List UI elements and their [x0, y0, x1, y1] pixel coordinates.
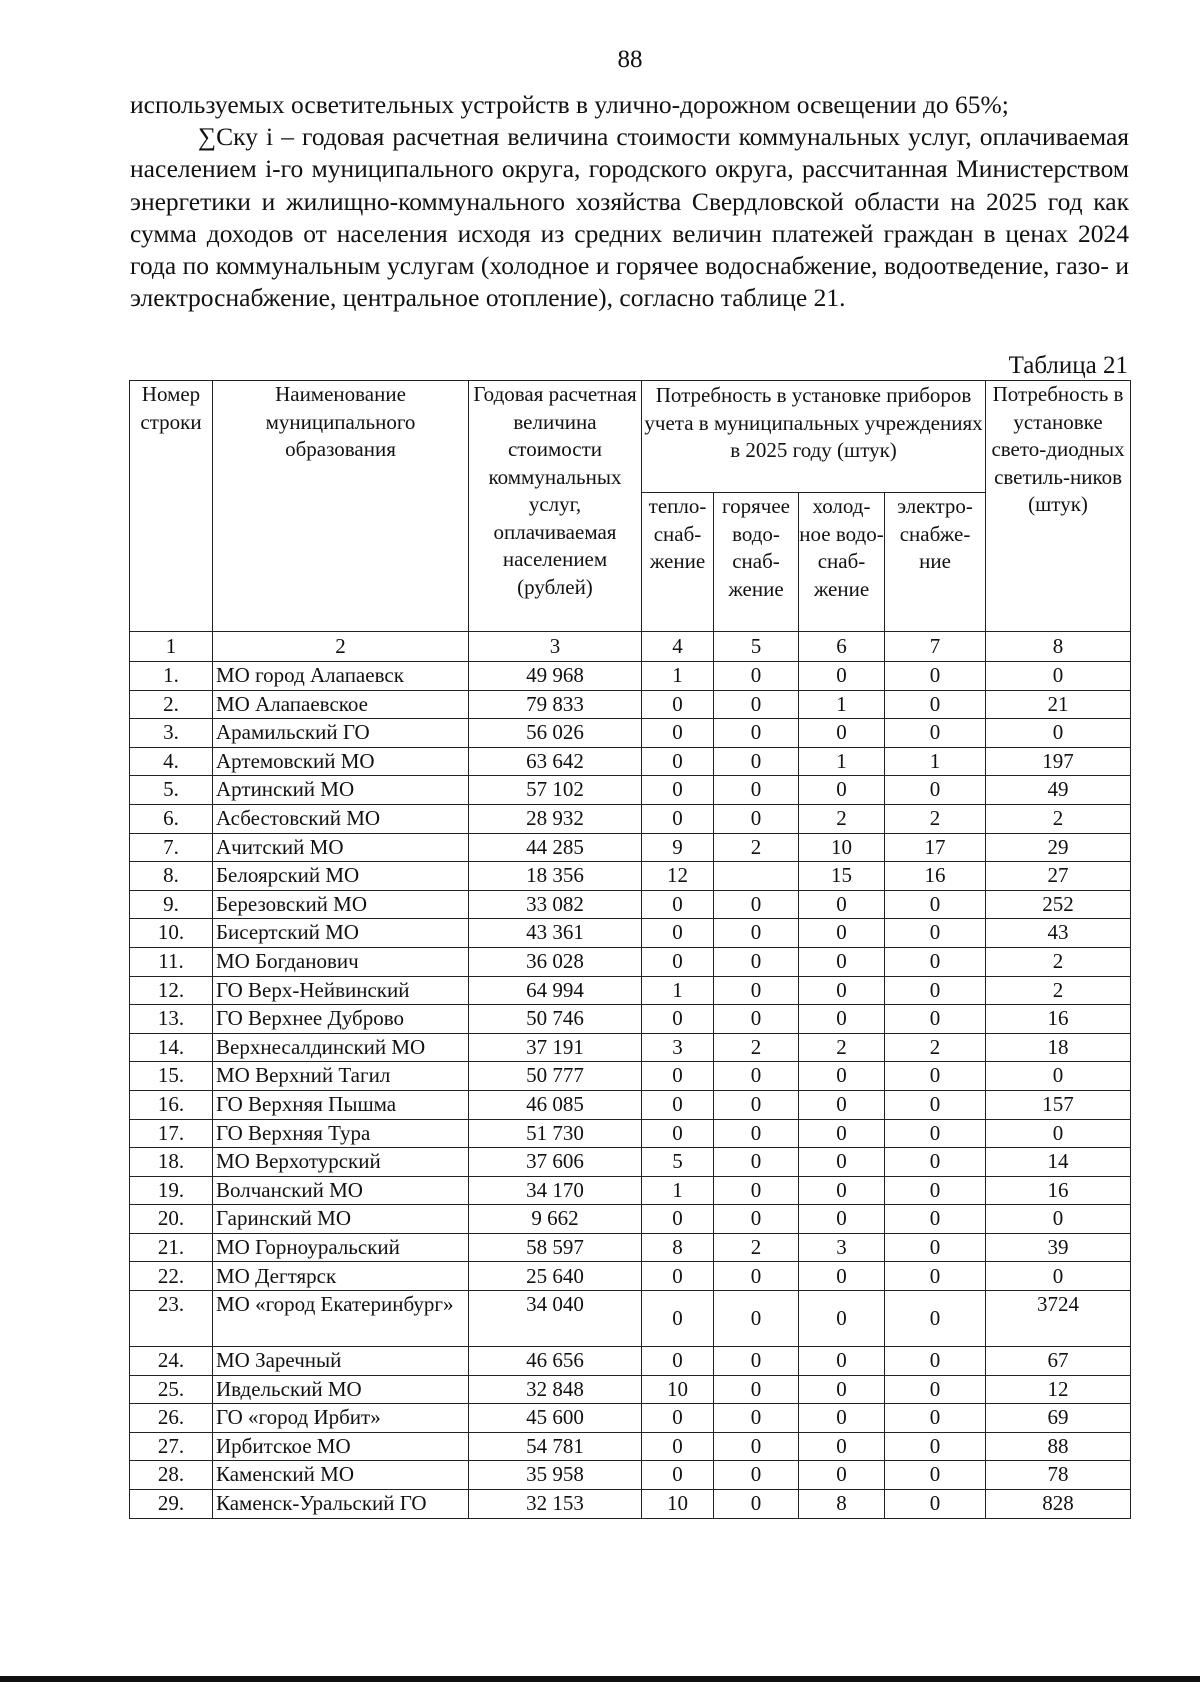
row-number-cell: 23.	[130, 1291, 213, 1347]
electricity-cell: 17	[885, 833, 986, 862]
municipality-name-cell: МО Богданович	[213, 947, 469, 976]
heat-supply-cell: 0	[642, 1461, 714, 1490]
row-number-cell: 11.	[130, 947, 213, 976]
electricity-cell: 0	[885, 690, 986, 719]
row-number-cell: 10.	[130, 919, 213, 948]
annual-cost-cell: 50 746	[469, 1005, 642, 1034]
table-row	[130, 1148, 1131, 1177]
heat-supply-cell: 0	[642, 719, 714, 748]
data-table	[129, 380, 1131, 1519]
led-lights-cell: 16	[986, 1005, 1131, 1034]
row-number-cell: 27.	[130, 1432, 213, 1461]
heat-supply-cell: 0	[642, 1119, 714, 1148]
electricity-cell: 0	[885, 1432, 986, 1461]
annual-cost-cell: 54 781	[469, 1432, 642, 1461]
row-number-cell: 18.	[130, 1148, 213, 1177]
led-lights-cell: 828	[986, 1490, 1131, 1519]
annual-cost-cell: 44 285	[469, 833, 642, 862]
table-row	[130, 747, 1131, 776]
cold-water-cell: 2	[799, 804, 885, 833]
annual-cost-cell: 56 026	[469, 719, 642, 748]
heat-supply-cell: 10	[642, 1490, 714, 1519]
hot-water-cell: 0	[714, 1461, 799, 1490]
hot-water-cell: 2	[714, 1033, 799, 1062]
heat-supply-cell: 10	[642, 1375, 714, 1404]
hot-water-cell: 0	[714, 747, 799, 776]
page-number: 88	[617, 46, 643, 73]
annual-cost-cell: 34 170	[469, 1176, 642, 1205]
row-number-cell: 5.	[130, 776, 213, 805]
annual-cost-cell: 32 153	[469, 1490, 642, 1519]
paragraph-continuation: используемых осветительных устройств в улично-дорожном освещении до 65%;	[130, 90, 1009, 119]
cold-water-cell: 0	[799, 776, 885, 805]
table-row	[130, 1033, 1131, 1062]
municipality-name-cell: Каменский МО	[213, 1461, 469, 1490]
hot-water-cell: 0	[714, 976, 799, 1005]
heat-supply-cell: 0	[642, 690, 714, 719]
row-number-cell: 3.	[130, 719, 213, 748]
annual-cost-cell: 28 932	[469, 804, 642, 833]
electricity-cell: 2	[885, 1033, 986, 1062]
table-row	[130, 690, 1131, 719]
table-row	[130, 862, 1131, 891]
municipality-name-cell: МО Горноуральский	[213, 1233, 469, 1262]
electricity-cell: 0	[885, 1062, 986, 1091]
heat-supply-cell: 1	[642, 976, 714, 1005]
table-row	[130, 1375, 1131, 1404]
hot-water-cell: 0	[714, 1347, 799, 1376]
led-lights-cell: 0	[986, 1062, 1131, 1091]
header-row-number: Номер строки	[130, 381, 213, 632]
cold-water-cell: 0	[799, 1062, 885, 1091]
table-row	[130, 1404, 1131, 1433]
municipality-name-cell: МО город Алапаевск	[213, 662, 469, 691]
column-number: 5	[714, 632, 799, 662]
annual-cost-cell: 43 361	[469, 919, 642, 948]
hot-water-cell: 2	[714, 1233, 799, 1262]
municipality-name-cell: ГО «город Ирбит»	[213, 1404, 469, 1433]
electricity-cell: 0	[885, 1205, 986, 1234]
cold-water-cell: 1	[799, 747, 885, 776]
municipality-name-cell: МО Верхотурский	[213, 1148, 469, 1177]
municipality-name-cell: МО Дегтярск	[213, 1262, 469, 1291]
municipality-name-cell: Волчанский МО	[213, 1176, 469, 1205]
table-row	[130, 1490, 1131, 1519]
led-lights-cell: 0	[986, 1205, 1131, 1234]
led-lights-cell: 49	[986, 776, 1131, 805]
hot-water-cell: 0	[714, 1005, 799, 1034]
header-cold-water: холод-ное водо-снаб-жение	[799, 493, 885, 632]
electricity-cell: 0	[885, 1490, 986, 1519]
led-lights-cell: 43	[986, 919, 1131, 948]
table-row	[130, 1461, 1131, 1490]
electricity-cell: 0	[885, 1347, 986, 1376]
cold-water-cell: 0	[799, 1005, 885, 1034]
table-body	[130, 632, 1131, 1519]
header-municipality-name: Наименование муниципального образования	[213, 381, 469, 632]
header-led-lights: Потребность в установке свето-диодных светиль-ников (штук)	[986, 381, 1131, 632]
led-lights-cell: 2	[986, 947, 1131, 976]
electricity-cell: 2	[885, 804, 986, 833]
municipality-name-cell: ГО Верх-Нейвинский	[213, 976, 469, 1005]
header-meters-group: Потребность в установке приборов учета в муниципальных учреждениях в 2025 году (штук)	[642, 381, 986, 493]
hot-water-cell: 0	[714, 947, 799, 976]
hot-water-cell: 2	[714, 833, 799, 862]
electricity-cell: 0	[885, 776, 986, 805]
led-lights-cell: 67	[986, 1347, 1131, 1376]
row-number-cell: 28.	[130, 1461, 213, 1490]
heat-supply-cell: 5	[642, 1148, 714, 1177]
table-row	[130, 976, 1131, 1005]
municipality-name-cell: Артинский МО	[213, 776, 469, 805]
municipality-name-cell: Каменск-Уральский ГО	[213, 1490, 469, 1519]
annual-cost-cell: 63 642	[469, 747, 642, 776]
led-lights-cell: 197	[986, 747, 1131, 776]
row-number-cell: 14.	[130, 1033, 213, 1062]
electricity-cell: 0	[885, 947, 986, 976]
cold-water-cell: 0	[799, 947, 885, 976]
electricity-cell: 0	[885, 1233, 986, 1262]
municipality-name-cell: Гаринский МО	[213, 1205, 469, 1234]
cold-water-cell: 0	[799, 1404, 885, 1433]
led-lights-cell: 0	[986, 662, 1131, 691]
led-lights-cell: 39	[986, 1233, 1131, 1262]
row-number-cell: 22.	[130, 1262, 213, 1291]
cold-water-cell: 0	[799, 919, 885, 948]
row-number-cell: 2.	[130, 690, 213, 719]
row-number-cell: 9.	[130, 890, 213, 919]
led-lights-cell: 88	[986, 1432, 1131, 1461]
cold-water-cell: 8	[799, 1490, 885, 1519]
electricity-cell: 0	[885, 1090, 986, 1119]
hot-water-cell: 0	[714, 776, 799, 805]
table-row	[130, 919, 1131, 948]
electricity-cell: 1	[885, 747, 986, 776]
hot-water-cell: 0	[714, 662, 799, 691]
table-row	[130, 1291, 1131, 1347]
table-row	[130, 1205, 1131, 1234]
hot-water-cell: 0	[714, 690, 799, 719]
row-number-cell: 7.	[130, 833, 213, 862]
table-row	[130, 804, 1131, 833]
municipality-name-cell: МО «город Екатеринбург»	[213, 1291, 469, 1347]
led-lights-cell: 27	[986, 862, 1131, 891]
electricity-cell: 0	[885, 1375, 986, 1404]
cold-water-cell: 0	[799, 1148, 885, 1177]
column-number: 2	[213, 632, 469, 662]
hot-water-cell: 0	[714, 804, 799, 833]
header-annual-cost: Годовая расчетная величина стоимости коммунальных услуг, оплачиваемая населением (рублей)	[469, 381, 642, 632]
heat-supply-cell: 0	[642, 1205, 714, 1234]
led-lights-cell: 2	[986, 976, 1131, 1005]
municipality-name-cell: МО Алапаевское	[213, 690, 469, 719]
hot-water-cell: 0	[714, 1490, 799, 1519]
row-number-cell: 17.	[130, 1119, 213, 1148]
annual-cost-cell: 64 994	[469, 976, 642, 1005]
electricity-cell: 0	[885, 1404, 986, 1433]
cold-water-cell: 15	[799, 862, 885, 891]
heat-supply-cell: 8	[642, 1233, 714, 1262]
table-header	[130, 381, 1131, 632]
annual-cost-cell: 37 606	[469, 1148, 642, 1177]
hot-water-cell: 0	[714, 719, 799, 748]
table-row	[130, 776, 1131, 805]
table-row	[130, 1432, 1131, 1461]
cold-water-cell: 0	[799, 719, 885, 748]
annual-cost-cell: 58 597	[469, 1233, 642, 1262]
column-number: 7	[885, 632, 986, 662]
electricity-cell: 0	[885, 919, 986, 948]
cold-water-cell: 0	[799, 1375, 885, 1404]
cold-water-cell: 0	[799, 1090, 885, 1119]
hot-water-cell: 0	[714, 919, 799, 948]
heat-supply-cell: 0	[642, 1005, 714, 1034]
led-lights-cell: 14	[986, 1148, 1131, 1177]
municipality-name-cell: Ирбитское МО	[213, 1432, 469, 1461]
municipality-name-cell: ГО Верхняя Тура	[213, 1119, 469, 1148]
cold-water-cell: 2	[799, 1033, 885, 1062]
paragraph-definition: ∑Cку i – годовая расчетная величина стоимости коммунальных услуг, оплачиваемая населением i-го муниципального округа, городского округа, рассчитанная Министерством энергетики и жилищно-коммунального хозяйства Свердловской области на 2025 год как сумма доходов от населения исходя из средних величин платежей граждан в ценах 2024 года по коммунальным услугам (холодное и горячее водоснабжение, водоотведение, газо- и электроснабжение, центральное отопление), согласно таблице 21.	[130, 122, 1129, 313]
annual-cost-cell: 45 600	[469, 1404, 642, 1433]
hot-water-cell: 0	[714, 1262, 799, 1291]
electricity-cell: 0	[885, 1148, 986, 1177]
municipality-name-cell: МО Верхний Тагил	[213, 1062, 469, 1091]
led-lights-cell: 21	[986, 690, 1131, 719]
column-number: 4	[642, 632, 714, 662]
cold-water-cell: 0	[799, 662, 885, 691]
cold-water-cell: 0	[799, 1119, 885, 1148]
led-lights-cell: 12	[986, 1375, 1131, 1404]
annual-cost-cell: 51 730	[469, 1119, 642, 1148]
table-row	[130, 1005, 1131, 1034]
annual-cost-cell: 32 848	[469, 1375, 642, 1404]
heat-supply-cell: 9	[642, 833, 714, 862]
row-number-cell: 13.	[130, 1005, 213, 1034]
table-row	[130, 890, 1131, 919]
row-number-cell: 21.	[130, 1233, 213, 1262]
table-row	[130, 662, 1131, 691]
cold-water-cell: 0	[799, 1461, 885, 1490]
cold-water-cell: 1	[799, 690, 885, 719]
cold-water-cell: 0	[799, 890, 885, 919]
electricity-cell: 0	[885, 1005, 986, 1034]
table-row	[130, 719, 1131, 748]
cold-water-cell: 0	[799, 1176, 885, 1205]
page-bottom-border	[0, 1676, 1200, 1682]
row-number-cell: 12.	[130, 976, 213, 1005]
header-hot-water: горячее водо-снаб-жение	[714, 493, 799, 632]
municipality-name-cell: Бисертский МО	[213, 919, 469, 948]
row-number-cell: 6.	[130, 804, 213, 833]
electricity-cell: 0	[885, 1119, 986, 1148]
led-lights-cell: 0	[986, 1119, 1131, 1148]
electricity-cell: 0	[885, 662, 986, 691]
led-lights-cell: 69	[986, 1404, 1131, 1433]
body-text	[130, 89, 1129, 314]
electricity-cell: 0	[885, 1461, 986, 1490]
led-lights-cell: 78	[986, 1461, 1131, 1490]
electricity-cell: 0	[885, 890, 986, 919]
row-number-cell: 24.	[130, 1347, 213, 1376]
hot-water-cell: 0	[714, 1090, 799, 1119]
heat-supply-cell: 3	[642, 1033, 714, 1062]
municipality-name-cell: МО Заречный	[213, 1347, 469, 1376]
led-lights-cell: 0	[986, 719, 1131, 748]
cold-water-cell: 0	[799, 1291, 885, 1347]
led-lights-cell: 18	[986, 1033, 1131, 1062]
hot-water-cell: 0	[714, 1062, 799, 1091]
row-number-cell: 4.	[130, 747, 213, 776]
column-number: 3	[469, 632, 642, 662]
annual-cost-cell: 25 640	[469, 1262, 642, 1291]
hot-water-cell: 0	[714, 1375, 799, 1404]
annual-cost-cell: 18 356	[469, 862, 642, 891]
table-row	[130, 1090, 1131, 1119]
municipality-name-cell: Артемовский МО	[213, 747, 469, 776]
led-lights-cell: 3724	[986, 1291, 1131, 1347]
heat-supply-cell: 0	[642, 947, 714, 976]
hot-water-cell: 0	[714, 1291, 799, 1347]
heat-supply-cell: 0	[642, 1347, 714, 1376]
annual-cost-cell: 57 102	[469, 776, 642, 805]
hot-water-cell: 0	[714, 1148, 799, 1177]
row-number-cell: 29.	[130, 1490, 213, 1519]
hot-water-cell: 0	[714, 1119, 799, 1148]
heat-supply-cell: 0	[642, 919, 714, 948]
heat-supply-cell: 0	[642, 804, 714, 833]
annual-cost-cell: 46 085	[469, 1090, 642, 1119]
municipality-name-cell: Верхнесалдинский МО	[213, 1033, 469, 1062]
cold-water-cell: 0	[799, 1262, 885, 1291]
row-number-cell: 8.	[130, 862, 213, 891]
annual-cost-cell: 49 968	[469, 662, 642, 691]
row-number-cell: 15.	[130, 1062, 213, 1091]
led-lights-cell: 16	[986, 1176, 1131, 1205]
annual-cost-cell: 46 656	[469, 1347, 642, 1376]
row-number-cell: 26.	[130, 1404, 213, 1433]
led-lights-cell: 157	[986, 1090, 1131, 1119]
header-heat-supply: тепло-снаб-жение	[642, 493, 714, 632]
heat-supply-cell: 0	[642, 1090, 714, 1119]
municipality-name-cell: Ивдельский МО	[213, 1375, 469, 1404]
heat-supply-cell: 0	[642, 1262, 714, 1291]
column-number-row	[130, 632, 1131, 662]
municipality-name-cell: ГО Верхняя Пышма	[213, 1090, 469, 1119]
hot-water-cell: 0	[714, 1176, 799, 1205]
hot-water-cell: 0	[714, 1404, 799, 1433]
led-lights-cell: 29	[986, 833, 1131, 862]
heat-supply-cell: 1	[642, 662, 714, 691]
table-row	[130, 947, 1131, 976]
hot-water-cell: 0	[714, 1205, 799, 1234]
municipality-name-cell: Березовский МО	[213, 890, 469, 919]
led-lights-cell: 2	[986, 804, 1131, 833]
cold-water-cell: 0	[799, 1205, 885, 1234]
electricity-cell: 0	[885, 1176, 986, 1205]
cold-water-cell: 0	[799, 976, 885, 1005]
heat-supply-cell: 12	[642, 862, 714, 891]
cold-water-cell: 0	[799, 1432, 885, 1461]
electricity-cell: 16	[885, 862, 986, 891]
row-number-cell: 20.	[130, 1205, 213, 1234]
cold-water-cell: 10	[799, 833, 885, 862]
municipality-name-cell: Арамильский ГО	[213, 719, 469, 748]
column-number: 1	[130, 632, 213, 662]
municipality-name-cell: ГО Верхнее Дуброво	[213, 1005, 469, 1034]
heat-supply-cell: 0	[642, 1291, 714, 1347]
table-row	[130, 1062, 1131, 1091]
heat-supply-cell: 0	[642, 1062, 714, 1091]
annual-cost-cell: 35 958	[469, 1461, 642, 1490]
electricity-cell: 0	[885, 1262, 986, 1291]
electricity-cell: 0	[885, 1291, 986, 1347]
annual-cost-cell: 33 082	[469, 890, 642, 919]
hot-water-cell: 0	[714, 890, 799, 919]
annual-cost-cell: 37 191	[469, 1033, 642, 1062]
heat-supply-cell: 0	[642, 1432, 714, 1461]
heat-supply-cell: 0	[642, 776, 714, 805]
led-lights-cell: 252	[986, 890, 1131, 919]
table-row	[130, 833, 1131, 862]
row-number-cell: 16.	[130, 1090, 213, 1119]
header-electricity: электро-снабже-ние	[885, 493, 986, 632]
municipality-name-cell: Ачитский МО	[213, 833, 469, 862]
annual-cost-cell: 9 662	[469, 1205, 642, 1234]
annual-cost-cell: 50 777	[469, 1062, 642, 1091]
heat-supply-cell: 1	[642, 1176, 714, 1205]
row-number-cell: 25.	[130, 1375, 213, 1404]
heat-supply-cell: 0	[642, 1404, 714, 1433]
annual-cost-cell: 36 028	[469, 947, 642, 976]
column-number: 8	[986, 632, 1131, 662]
heat-supply-cell: 0	[642, 890, 714, 919]
table-row	[130, 1262, 1131, 1291]
column-number: 6	[799, 632, 885, 662]
cold-water-cell: 3	[799, 1233, 885, 1262]
hot-water-cell	[714, 862, 799, 891]
table-row	[130, 1119, 1131, 1148]
table-row	[130, 1233, 1131, 1262]
electricity-cell: 0	[885, 976, 986, 1005]
table-row	[130, 1176, 1131, 1205]
annual-cost-cell: 79 833	[469, 690, 642, 719]
heat-supply-cell: 0	[642, 747, 714, 776]
table-row	[130, 1347, 1131, 1376]
annual-cost-cell: 34 040	[469, 1291, 642, 1347]
row-number-cell: 1.	[130, 662, 213, 691]
hot-water-cell: 0	[714, 1432, 799, 1461]
led-lights-cell: 0	[986, 1262, 1131, 1291]
municipality-name-cell: Белоярский МО	[213, 862, 469, 891]
row-number-cell: 19.	[130, 1176, 213, 1205]
table-caption: Таблица 21	[1008, 352, 1128, 379]
cold-water-cell: 0	[799, 1347, 885, 1376]
municipality-name-cell: Асбестовский МО	[213, 804, 469, 833]
electricity-cell: 0	[885, 719, 986, 748]
